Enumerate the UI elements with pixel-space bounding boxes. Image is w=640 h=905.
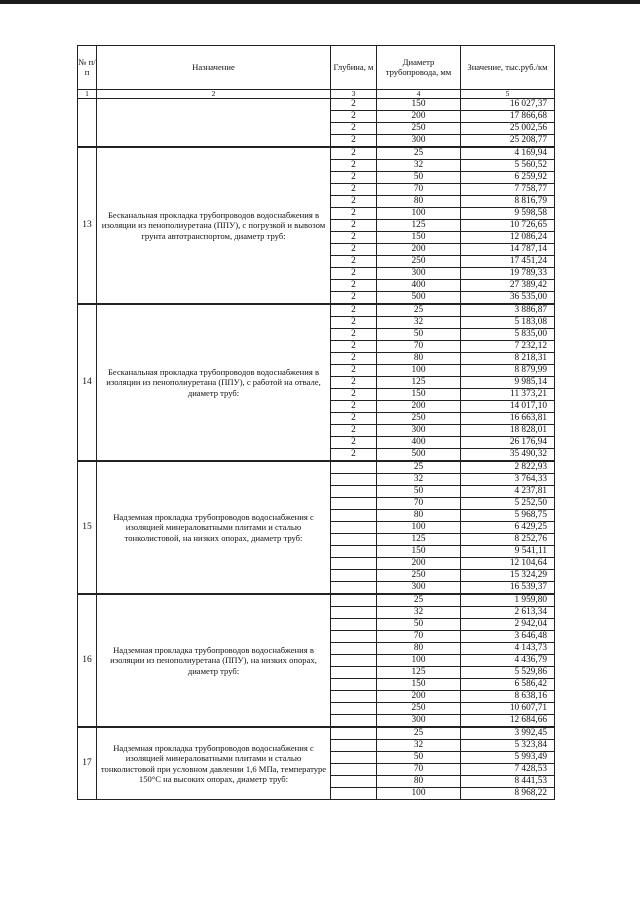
depth-cell [331,679,377,691]
diameter-cell: 32 [377,740,461,752]
diameter-cell: 70 [377,631,461,643]
depth-cell [331,740,377,752]
diameter-cell: 50 [377,619,461,631]
depth-cell [331,486,377,498]
depth-cell: 2 [331,341,377,353]
diameter-cell: 250 [377,570,461,582]
diameter-cell: 50 [377,172,461,184]
diameter-cell: 80 [377,353,461,365]
depth-cell: 2 [331,123,377,135]
value-cell: 14 017,10 [461,401,555,413]
depth-cell [331,474,377,486]
table-body [78,99,555,800]
value-cell: 1 959,80 [461,594,555,607]
diameter-cell: 150 [377,389,461,401]
value-cell: 11 373,21 [461,389,555,401]
value-cell: 5 560,52 [461,160,555,172]
col-number: 4 [377,90,461,99]
value-cell: 5 993,49 [461,752,555,764]
table-row [78,461,555,474]
diameter-cell: 25 [377,147,461,160]
value-cell: 12 104,64 [461,558,555,570]
diameter-cell: 70 [377,341,461,353]
value-cell: 4 169,94 [461,147,555,160]
col-number: 1 [78,90,97,99]
header-diameter: Диаметр трубопровода, мм [377,46,461,90]
value-cell: 26 176,94 [461,437,555,449]
diameter-cell: 200 [377,691,461,703]
diameter-cell: 125 [377,534,461,546]
value-cell: 2 613,34 [461,607,555,619]
depth-cell: 2 [331,160,377,172]
group-number: 15 [78,461,97,594]
diameter-cell: 250 [377,256,461,268]
diameter-cell: 80 [377,510,461,522]
diameter-cell: 150 [377,232,461,244]
diameter-cell: 80 [377,196,461,208]
diameter-cell: 300 [377,715,461,728]
group-description [97,99,331,148]
value-cell: 8 638,16 [461,691,555,703]
depth-cell [331,643,377,655]
col-number: 5 [461,90,555,99]
depth-cell: 2 [331,304,377,317]
depth-cell: 2 [331,184,377,196]
depth-cell [331,631,377,643]
group-description: Бесканальная прокладка трубопроводов водоснабжения в изоляции из пенополиуретана (ППУ), с погрузкой и вывозом грунта автотранспортом, диаметр труб: [97,147,331,304]
depth-cell: 2 [331,244,377,256]
diameter-cell: 25 [377,727,461,740]
depth-cell: 2 [331,329,377,341]
table-row [78,594,555,607]
value-cell: 2 942,04 [461,619,555,631]
value-cell: 17 451,24 [461,256,555,268]
diameter-cell: 50 [377,486,461,498]
depth-cell [331,607,377,619]
diameter-cell: 150 [377,546,461,558]
depth-cell: 2 [331,389,377,401]
value-cell: 5 252,50 [461,498,555,510]
value-cell: 3 886,87 [461,304,555,317]
depth-cell [331,788,377,800]
diameter-cell: 50 [377,752,461,764]
value-cell: 9 541,11 [461,546,555,558]
value-cell: 8 218,31 [461,353,555,365]
depth-cell: 2 [331,268,377,280]
depth-cell: 2 [331,111,377,123]
depth-cell [331,461,377,474]
depth-cell: 2 [331,353,377,365]
value-cell: 7 758,77 [461,184,555,196]
value-cell: 36 535,00 [461,292,555,305]
header-no: № п/п [78,46,97,90]
diameter-cell: 70 [377,184,461,196]
depth-cell: 2 [331,99,377,111]
value-cell: 7 428,53 [461,764,555,776]
value-cell: 3 646,48 [461,631,555,643]
depth-cell: 2 [331,437,377,449]
value-cell: 12 086,24 [461,232,555,244]
diameter-cell: 200 [377,111,461,123]
depth-cell [331,655,377,667]
diameter-cell: 100 [377,655,461,667]
depth-cell: 2 [331,377,377,389]
depth-cell: 2 [331,292,377,305]
value-cell: 4 237,81 [461,486,555,498]
depth-cell: 2 [331,425,377,437]
depth-cell: 2 [331,196,377,208]
depth-cell [331,570,377,582]
value-cell: 4 436,79 [461,655,555,667]
value-cell: 16 539,37 [461,582,555,595]
diameter-cell: 500 [377,292,461,305]
depth-cell: 2 [331,413,377,425]
value-cell: 8 968,22 [461,788,555,800]
diameter-cell: 300 [377,582,461,595]
value-cell: 16 027,37 [461,99,555,111]
value-cell: 15 324,29 [461,570,555,582]
depth-cell [331,667,377,679]
column-number-row [78,90,555,99]
value-cell: 6 259,92 [461,172,555,184]
value-cell: 9 985,14 [461,377,555,389]
page-top-rule [0,0,640,4]
depth-cell [331,691,377,703]
depth-cell [331,594,377,607]
depth-cell: 2 [331,232,377,244]
value-cell: 4 143,73 [461,643,555,655]
diameter-cell: 200 [377,244,461,256]
depth-cell: 2 [331,172,377,184]
depth-cell: 2 [331,280,377,292]
depth-cell: 2 [331,317,377,329]
diameter-cell: 300 [377,268,461,280]
depth-cell: 2 [331,449,377,462]
group-description: Надземная прокладка трубопроводов водоснабжения с изоляцией минераловатными плитами и сталью тонколистовой при условном давлении 1,6 МПа, температуре 150°С на высоких опорах, диаметр труб: [97,727,331,800]
table-row [78,99,555,111]
value-cell: 25 208,77 [461,135,555,148]
header-row [78,46,555,90]
value-cell: 12 684,66 [461,715,555,728]
diameter-cell: 100 [377,365,461,377]
diameter-cell: 100 [377,208,461,220]
diameter-cell: 125 [377,377,461,389]
group-number [78,99,97,148]
group-number: 16 [78,594,97,727]
depth-cell [331,727,377,740]
value-cell: 2 822,93 [461,461,555,474]
value-cell: 14 787,14 [461,244,555,256]
header-value: Значение, тыс.руб./км [461,46,555,90]
value-cell: 5 183,08 [461,317,555,329]
value-cell: 8 816,79 [461,196,555,208]
diameter-cell: 400 [377,437,461,449]
group-number: 17 [78,727,97,800]
group-number: 13 [78,147,97,304]
diameter-cell: 250 [377,123,461,135]
depth-cell: 2 [331,401,377,413]
diameter-cell: 125 [377,667,461,679]
value-cell: 3 992,45 [461,727,555,740]
value-cell: 5 323,84 [461,740,555,752]
depth-cell [331,776,377,788]
diameter-cell: 150 [377,99,461,111]
header-purpose: Назначение [97,46,331,90]
table-row [78,304,555,317]
group-description: Надземная прокладка трубопроводов водоснабжения с изоляцией минераловатными плитами и сталью тонколистовой, на низких опорах, диаметр труб: [97,461,331,594]
diameter-cell: 32 [377,317,461,329]
depth-cell [331,558,377,570]
diameter-cell: 50 [377,329,461,341]
price-table [77,45,555,800]
diameter-cell: 32 [377,160,461,172]
depth-cell: 2 [331,208,377,220]
diameter-cell: 400 [377,280,461,292]
depth-cell: 2 [331,135,377,148]
group-description: Бесканальная прокладка трубопроводов водоснабжения в изоляции из пенополиуретана (ППУ), с работой на отвале, диаметр труб: [97,304,331,461]
diameter-cell: 150 [377,679,461,691]
value-cell: 8 879,99 [461,365,555,377]
diameter-cell: 25 [377,461,461,474]
value-cell: 10 607,71 [461,703,555,715]
diameter-cell: 70 [377,498,461,510]
value-cell: 6 586,42 [461,679,555,691]
value-cell: 8 441,53 [461,776,555,788]
value-cell: 9 598,58 [461,208,555,220]
group-description: Надземная прокладка трубопроводов водоснабжения в изоляции из пенополиуретана (ППУ), на низких опорах, диаметр труб: [97,594,331,727]
value-cell: 8 252,76 [461,534,555,546]
depth-cell: 2 [331,365,377,377]
diameter-cell: 25 [377,594,461,607]
value-cell: 6 429,25 [461,522,555,534]
depth-cell [331,619,377,631]
diameter-cell: 80 [377,776,461,788]
diameter-cell: 100 [377,522,461,534]
diameter-cell: 300 [377,425,461,437]
value-cell: 25 002,56 [461,123,555,135]
depth-cell: 2 [331,256,377,268]
diameter-cell: 250 [377,703,461,715]
group-number: 14 [78,304,97,461]
col-number: 2 [97,90,331,99]
diameter-cell: 70 [377,764,461,776]
diameter-cell: 125 [377,220,461,232]
depth-cell [331,582,377,595]
depth-cell [331,764,377,776]
diameter-cell: 32 [377,607,461,619]
depth-cell [331,715,377,728]
diameter-cell: 500 [377,449,461,462]
value-cell: 19 789,33 [461,268,555,280]
depth-cell [331,522,377,534]
value-cell: 3 764,33 [461,474,555,486]
depth-cell: 2 [331,147,377,160]
diameter-cell: 200 [377,401,461,413]
diameter-cell: 100 [377,788,461,800]
diameter-cell: 80 [377,643,461,655]
value-cell: 17 866,68 [461,111,555,123]
value-cell: 5 529,86 [461,667,555,679]
header-depth: Глубина, м [331,46,377,90]
diameter-cell: 300 [377,135,461,148]
table-row [78,147,555,160]
value-cell: 5 835,00 [461,329,555,341]
depth-cell [331,703,377,715]
depth-cell [331,510,377,522]
depth-cell [331,752,377,764]
value-cell: 27 389,42 [461,280,555,292]
diameter-cell: 32 [377,474,461,486]
depth-cell [331,498,377,510]
value-cell: 10 726,65 [461,220,555,232]
diameter-cell: 200 [377,558,461,570]
depth-cell [331,534,377,546]
value-cell: 5 968,75 [461,510,555,522]
value-cell: 18 828,01 [461,425,555,437]
value-cell: 7 232,12 [461,341,555,353]
table-row [78,727,555,740]
diameter-cell: 250 [377,413,461,425]
diameter-cell: 25 [377,304,461,317]
col-number: 3 [331,90,377,99]
value-cell: 35 490,32 [461,449,555,462]
depth-cell: 2 [331,220,377,232]
depth-cell [331,546,377,558]
value-cell: 16 663,81 [461,413,555,425]
